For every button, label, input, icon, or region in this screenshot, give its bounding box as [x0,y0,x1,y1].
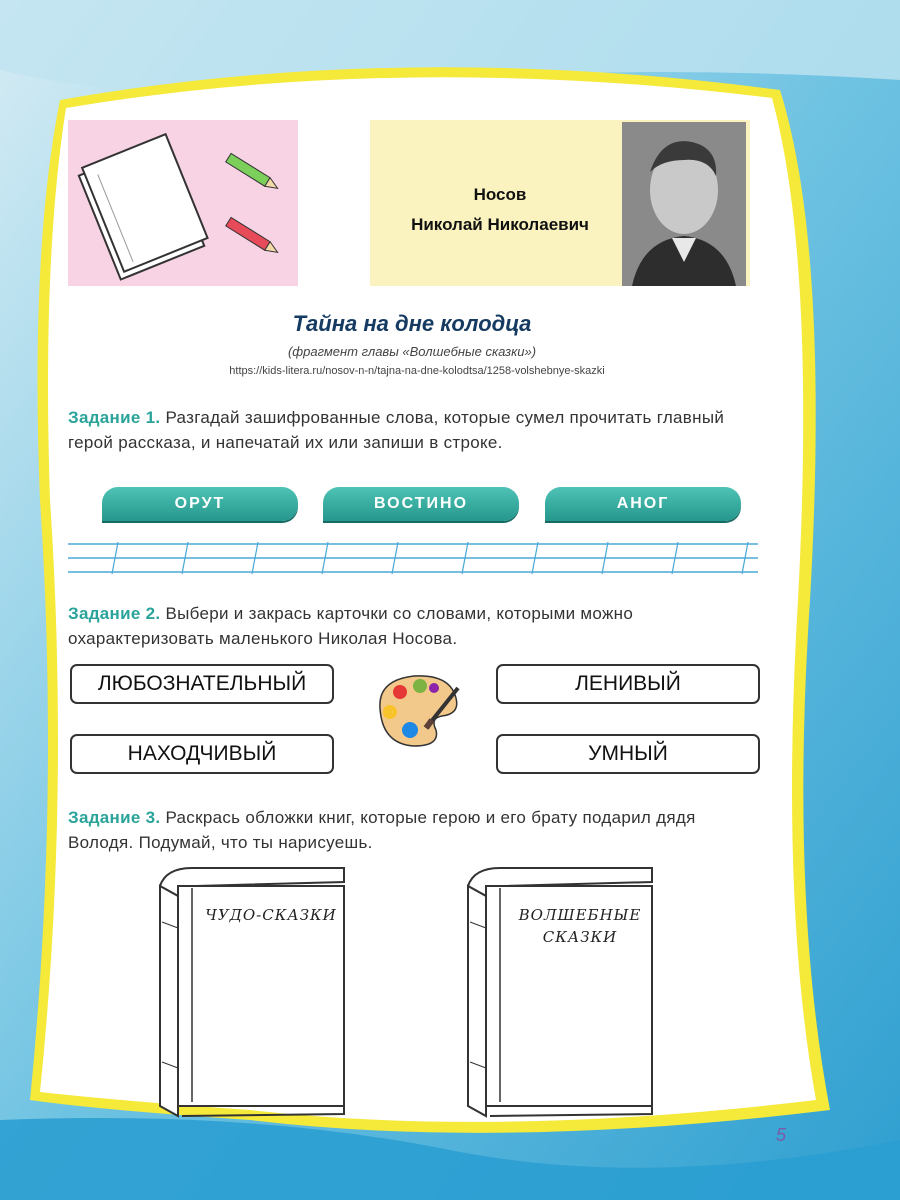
cipher-word-2: ВОСТИНО [323,487,519,521]
task-2-text [68,601,762,651]
book-outline-icon [152,862,352,1122]
notebook-illustration-card [68,120,298,286]
book-cover-wonder-tales[interactable] [152,862,352,1122]
task-3-instructions: Раскрась обложки книг, которые герою и его брату подарил дядя Володя. Подумай, что ты нарисуешь. [68,808,696,852]
task-1-instructions: Разгадай зашифрованные слова, которые сумел прочитать главный герой рассказа, и напечатай их или запиши в строке. [68,408,725,452]
answer-writing-lines[interactable] [68,540,758,576]
paint-palette-icon [370,668,466,752]
red-pencil-icon [218,212,288,262]
green-pencil-icon [218,148,288,198]
author-portrait [622,122,746,286]
trait-card-lazy[interactable]: ЛЕНИВЫЙ [496,664,760,704]
book-outline-icon [460,862,660,1122]
trait-card-smart[interactable]: УМНЫЙ [496,734,760,774]
book-cover-magic-tales[interactable] [460,862,660,1122]
task-3-text [68,805,762,855]
book-1-title: ЧУДО-СКАЗКИ [205,906,337,924]
source-link[interactable]: https://kids-litera.ru/nosov-n-n/tajna-na-dne-kolodtsa/1258-volshebnye-skazki [229,365,605,377]
task-1-label: Задание 1. [68,408,161,427]
story-title: Тайна на дне колодца [292,311,532,336]
task-2-instructions: Выбери и закрась карточки со словами, которыми можно охарактеризовать маленького Николая Носова. [68,604,634,648]
story-subtitle: (фрагмент главы «Волшебные сказки») [287,344,537,359]
author-full-name: Николай Николаевич [411,215,589,234]
task-3-label: Задание 3. [68,808,161,827]
cipher-word-3: АНОГ [545,487,741,521]
page-number: 5 [776,1125,787,1145]
book-2-title-line2: СКАЗКИ [542,928,618,946]
book-2-title-line1: ВОЛШЕБНЫЕ [518,906,642,924]
author-surname: Носов [473,185,527,204]
book-2-title [500,904,660,948]
task-2-label: Задание 2. [68,604,161,623]
trait-card-resourceful[interactable]: НАХОДЧИВЫЙ [70,734,334,774]
author-name [380,180,620,240]
cipher-word-1: ОРУТ [102,487,298,521]
trait-card-curious[interactable]: ЛЮБОЗНАТЕЛЬНЫЙ [70,664,334,704]
task-1-text [68,405,762,455]
